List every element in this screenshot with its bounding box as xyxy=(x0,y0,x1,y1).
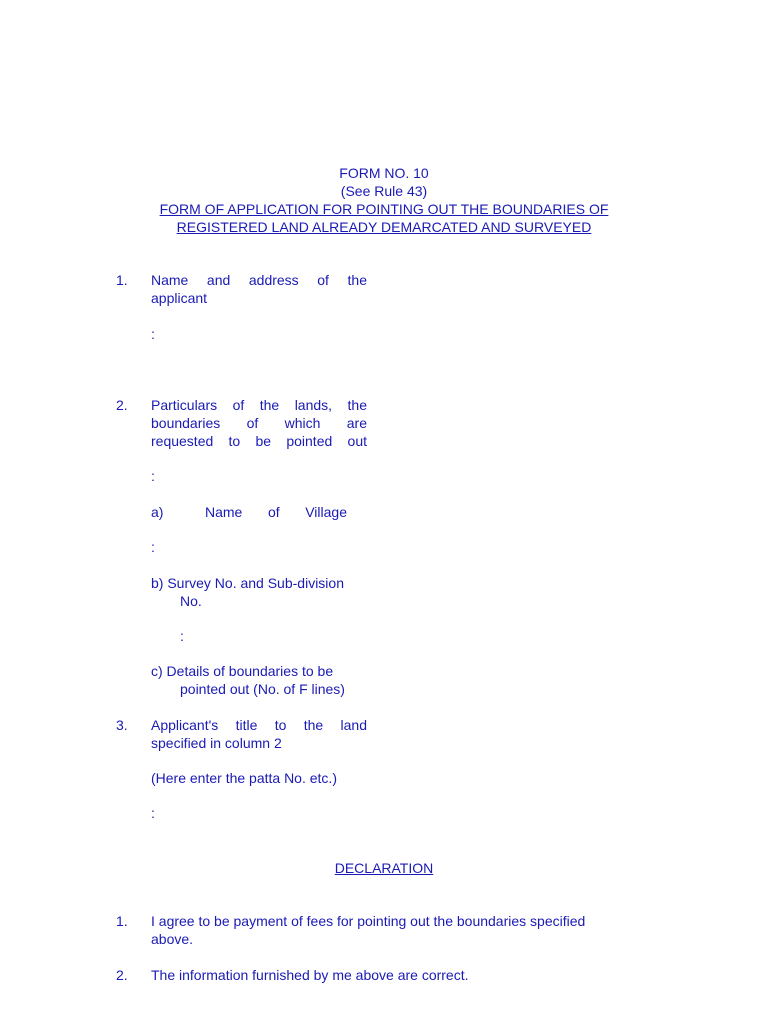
subitem-a-label: Name of Village xyxy=(205,504,347,520)
declaration-2-line-1: The information furnished by me above are correct. xyxy=(151,967,469,983)
item-1-number: 1. xyxy=(116,272,128,288)
item-3-note: (Here enter the patta No. etc.) xyxy=(151,770,337,786)
rule-reference: (See Rule 43) xyxy=(340,183,428,199)
item-1-colon: : xyxy=(151,326,155,342)
item-3-colon: : xyxy=(151,805,155,821)
item-3-label-line-1: Applicant's title to the land xyxy=(151,717,367,733)
declaration-1-line-1: I agree to be payment of fees for pointing out the boundaries specified xyxy=(151,913,586,929)
item-2-label-line-1: Particulars of the lands, the xyxy=(151,397,367,413)
form-title-line-2: REGISTERED LAND ALREADY DEMARCATED AND SURVEYED xyxy=(176,219,592,235)
declaration-2-number: 2. xyxy=(116,967,128,983)
item-2-colon: : xyxy=(151,468,155,484)
item-3-label-line-2: specified in column 2 xyxy=(151,735,282,751)
item-1-label-line-2: applicant xyxy=(151,290,208,306)
form-title-line-1: FORM OF APPLICATION FOR POINTING OUT THE BOUNDARIES OF xyxy=(159,201,609,217)
subitem-b-line-1: b) Survey No. and Sub-division xyxy=(151,575,344,591)
item-1-label-line-1: Name and address of the xyxy=(151,272,367,288)
declaration-1-number: 1. xyxy=(116,913,128,929)
declaration-heading: DECLARATION xyxy=(334,860,434,876)
subitem-b-line-2: No. xyxy=(180,593,202,609)
item-2-number: 2. xyxy=(116,397,128,413)
item-3-number: 3. xyxy=(116,717,128,733)
form-number: FORM NO. 10 xyxy=(339,165,429,181)
subitem-a-colon: : xyxy=(151,539,155,555)
subitem-a-prefix: a) xyxy=(151,504,164,520)
subitem-b-colon: : xyxy=(180,628,184,644)
item-2-label-line-2: boundaries of which are xyxy=(151,415,367,431)
subitem-c-line-2: pointed out (No. of F lines) xyxy=(180,681,345,697)
item-2-label-line-3: requested to be pointed out xyxy=(151,433,367,449)
subitem-c-line-1: c) Details of boundaries to be xyxy=(151,663,334,679)
declaration-1-line-2: above. xyxy=(151,931,194,947)
